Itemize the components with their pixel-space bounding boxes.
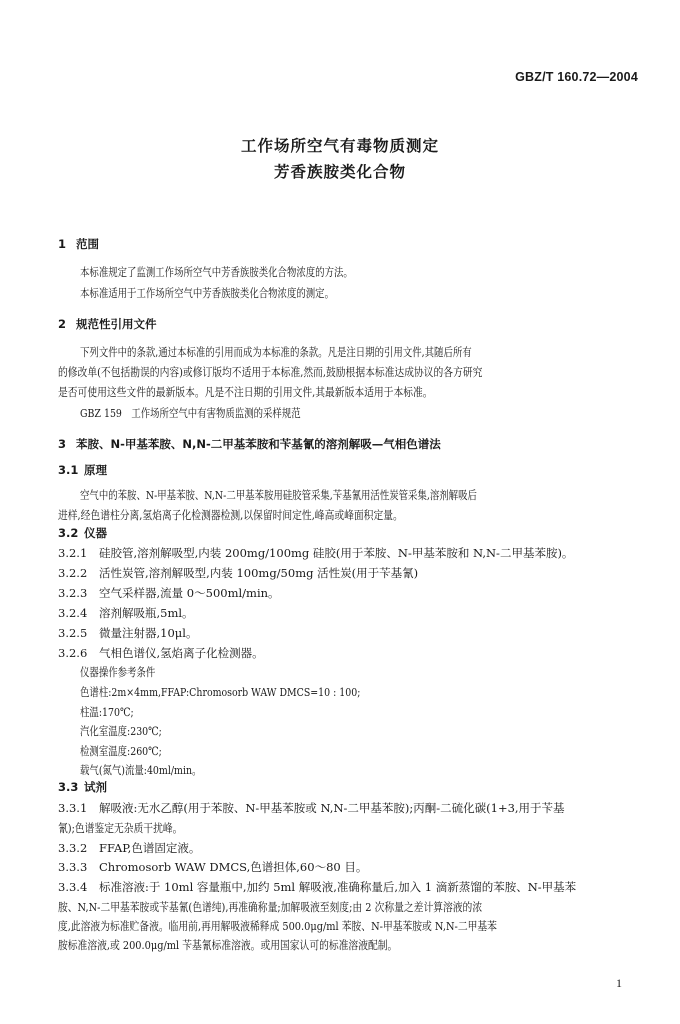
section-title: 规范性引用文件	[76, 317, 157, 331]
subsection-number: 3.3	[58, 780, 79, 794]
condition-line: 汽化室温度:230℃;	[80, 724, 162, 738]
item-number: 3.2.4	[58, 606, 88, 620]
document-title-line-1: 工作场所空气有毒物质测定	[240, 137, 439, 155]
section-number: 3	[58, 437, 67, 451]
item-number: 3.3.3	[58, 860, 88, 874]
item-text-continued: 胺、N,N-二甲基苯胺或苄基氰(色谱纯),再准确称量;加解吸液至刻度;由 2 次称量之差计算溶液的浓	[58, 900, 483, 914]
item-text: 标准溶液:于 10ml 容量瓶中,加约 5ml 解吸液,准确称量后,加入 1 滴新蒸馏的苯胺、N-甲基苯	[99, 880, 577, 894]
subsection-number: 3.2	[58, 526, 79, 540]
standard-code: GBZ/T 160.72—2004	[515, 70, 638, 84]
section-title: 范围	[76, 237, 99, 251]
normative-reference: GBZ 159 工作场所空气中有害物质监测的采样规范	[80, 406, 301, 420]
conditions-title: 仪器操作参考条件	[80, 665, 156, 679]
item-number: 3.3.2	[58, 841, 88, 855]
subsection-title: 试剂	[84, 780, 107, 794]
item-number: 3.2.3	[58, 586, 88, 600]
item-number: 3.2.6	[58, 646, 88, 660]
item-text: FFAP,色谱固定液。	[99, 841, 201, 855]
condition-line: 色谱柱:2m×4mm,FFAP:Chromosorb WAW DMCS=10 : 100;	[80, 685, 361, 699]
item-text: 微量注射器,10μl。	[99, 626, 198, 640]
paragraph-line: 空气中的苯胺、N-甲基苯胺、N,N-二甲基苯胺用硅胶管采集,苄基氰用活性炭管采集,溶剂解吸后	[80, 488, 477, 502]
item-number: 3.2.2	[58, 566, 88, 580]
paragraph-line: 下列文件中的条款,通过本标准的引用而成为本标准的条款。凡是注日期的引用文件,其随后所有	[80, 345, 472, 359]
item-text: 空气采样器,流量 0～500ml/min。	[99, 586, 280, 600]
condition-line: 检测室温度:260℃;	[80, 744, 162, 758]
condition-line: 载气(氮气)流量:40ml/min。	[80, 763, 202, 777]
item-number: 3.3.4	[58, 880, 88, 894]
paragraph: 本标准规定了监测工作场所空气中芳香族胺类化合物浓度的方法。	[80, 265, 353, 279]
paragraph-line: 的修改单(不包括勘误的内容)或修订版均不适用于本标准,然而,鼓励根据本标准达成协议的各方研究	[58, 365, 483, 379]
subsection-title: 仪器	[84, 526, 107, 540]
item-text: 气相色谱仪,氢焰离子化检测器。	[99, 646, 264, 660]
item-number: 3.2.5	[58, 626, 88, 640]
subsection-number: 3.1	[58, 463, 79, 477]
item-text: 解吸液:无水乙醇(用于苯胺、N-甲基苯胺或 N,N-二甲基苯胺);丙酮-二硫化碳(1+3,用于苄基	[99, 801, 565, 815]
paragraph-line: 是否可使用这些文件的最新版本。凡是不注日期的引用文件,其最新版本适用于本标准。	[58, 385, 433, 399]
item-text: 硅胶管,溶剂解吸型,内装 200mg/100mg 硅胶(用于苯胺、N-甲基苯胺和 N,N-二甲基苯胺)。	[99, 546, 574, 560]
document-title-line-2: 芳香族胺类化合物	[273, 163, 406, 181]
item-number: 3.3.1	[58, 801, 88, 815]
section-title: 苯胺、N-甲基苯胺、N,N-二甲基苯胺和苄基氰的溶剂解吸—气相色谱法	[76, 437, 441, 451]
item-number: 3.2.1	[58, 546, 88, 560]
section-number: 1	[58, 237, 67, 251]
item-text: 溶剂解吸瓶,5ml。	[99, 606, 194, 620]
item-text: Chromosorb WAW DMCS,色谱担体,60～80 目。	[99, 860, 368, 874]
section-number: 2	[58, 317, 67, 331]
item-text-continued: 度,此溶液为标准贮备液。临用前,再用解吸液稀释成 500.0μg/ml 苯胺、N-甲基苯胺或 N,N-二甲基苯	[58, 919, 497, 933]
item-text: 活性炭管,溶剂解吸型,内装 100mg/50mg 活性炭(用于苄基氰)	[99, 566, 419, 580]
item-text-continued: 氰);色谱鉴定无杂质干扰峰。	[58, 821, 183, 835]
condition-line: 柱温:170℃;	[80, 705, 134, 719]
subsection-title: 原理	[84, 463, 107, 477]
page-number: 1	[616, 976, 622, 990]
paragraph-line: 进样,经色谱柱分离,氢焰离子化检测器检测,以保留时间定性,峰高或峰面积定量。	[58, 508, 403, 522]
item-text-continued: 胺标准溶液,或 200.0μg/ml 苄基氰标准溶液。或用国家认可的标准溶液配制。	[58, 938, 398, 952]
paragraph: 本标准适用于工作场所空气中芳香族胺类化合物浓度的测定。	[80, 286, 334, 300]
